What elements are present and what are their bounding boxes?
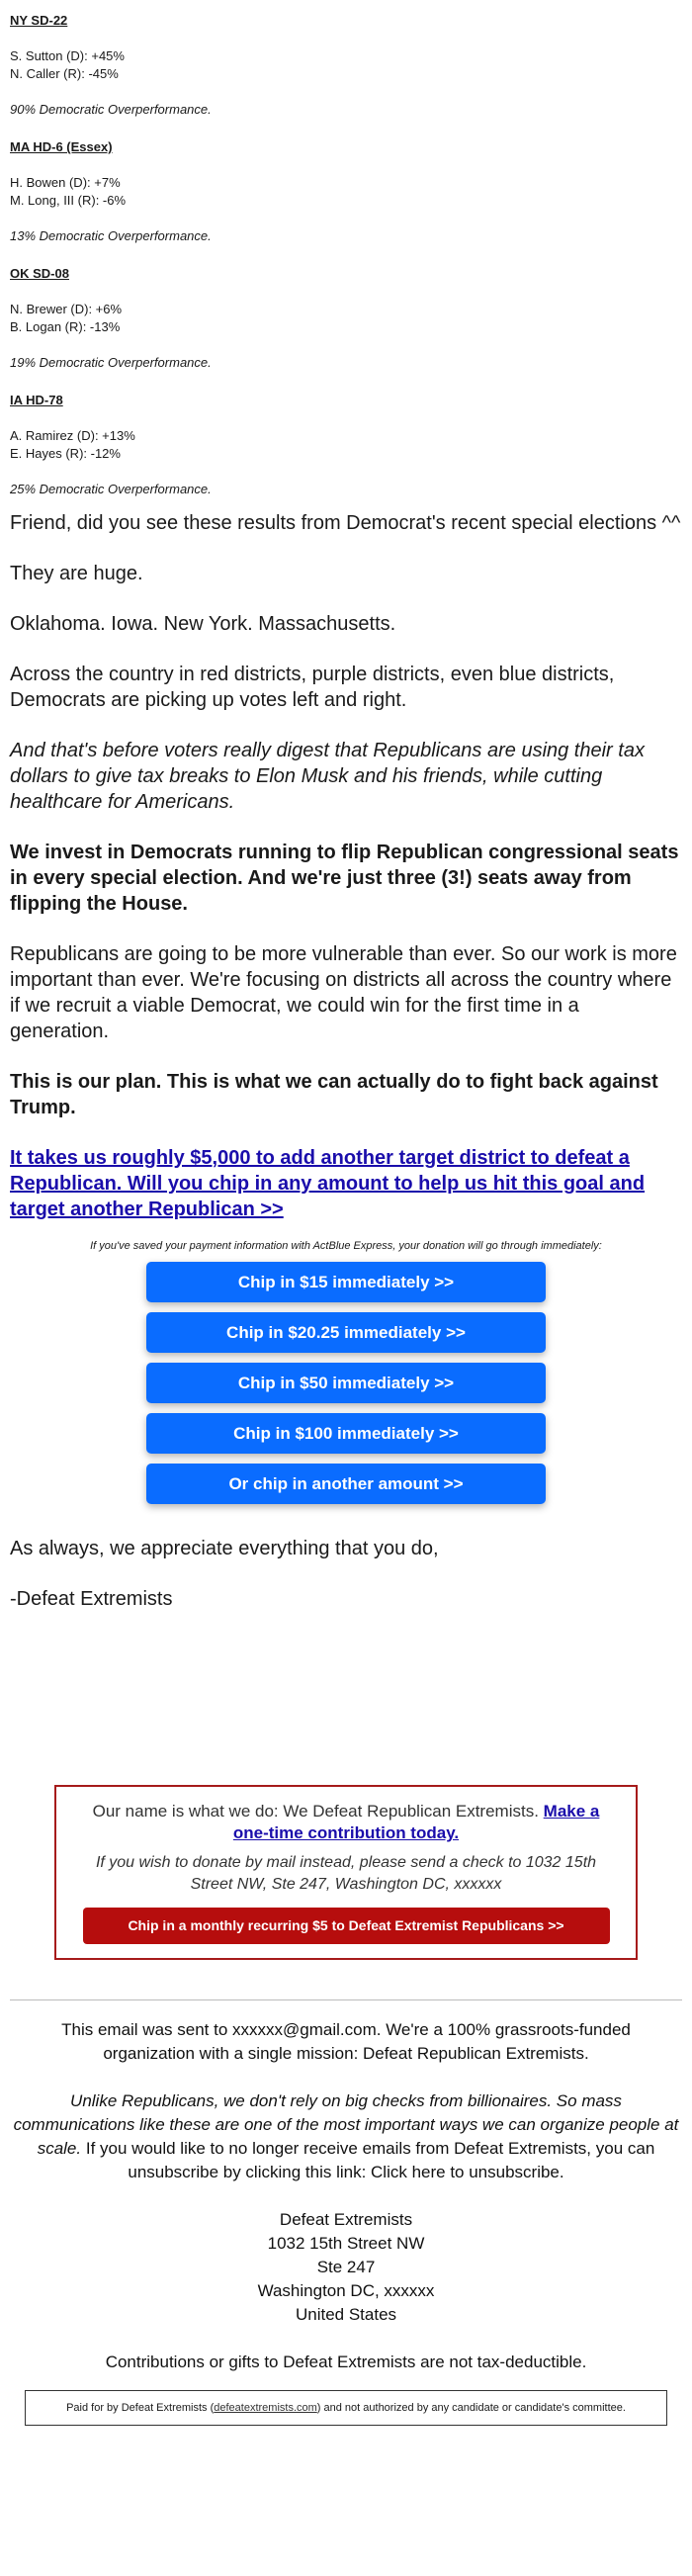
mail-donation-text: If you wish to donate by mail instead, please send a check to 1032 15th Street NW, Ste 247, Washington DC, xxxxxx [95, 1854, 597, 1893]
chip-in-100-button[interactable]: Chip in $100 immediately >> [146, 1413, 546, 1454]
democrat-result: H. Bowen (D): +7% [10, 175, 121, 190]
republican-result: B. Logan (R): -13% [10, 319, 121, 334]
closing-line: As always, we appreciate everything that you do, [10, 1538, 439, 1559]
body-paragraph: Across the country in red districts, purple districts, even blue districts, Democrats are picking up votes left and right. [10, 664, 615, 711]
address-line: Washington DC, xxxxxx [257, 2281, 435, 2300]
org-name: Defeat Extremists [279, 2210, 413, 2229]
overperformance: 13% Democratic Overperformance. [10, 228, 212, 243]
donate-link[interactable]: It takes us roughly $5,000 to add another target district to defeat a Republican. Will you chip in any amount to help us hit this goal and target another Republican >> [10, 1147, 646, 1220]
republican-result: E. Hayes (R): -12% [10, 446, 121, 461]
race-title: IA HD-78 [10, 393, 63, 407]
address-line: Ste 247 [316, 2258, 376, 2276]
tax-disclaimer: Contributions or gifts to Defeat Extremists are not tax-deductible. [105, 2353, 587, 2371]
race-result [10, 382, 682, 508]
mission-text: Our name is what we do: We Defeat Republican Extremists. Make a one-time contribution today. [92, 1802, 600, 1842]
results-list [10, 0, 682, 508]
race-title: NY SD-22 [10, 13, 68, 28]
body-paragraph: They are huge. [10, 563, 143, 584]
address-line: 1032 15th Street NW [267, 2234, 425, 2253]
race-result [10, 255, 682, 382]
democrat-result: S. Sutton (D): +45% [10, 48, 125, 63]
signature: -Defeat Extremists [10, 1588, 173, 1610]
sent-to-text: This email was sent to xxxxxx@gmail.com. We're a 100% grassroots-funded organization with a single mission: Defeat Republican Extremists. [61, 2020, 631, 2063]
democrat-result: N. Brewer (D): +6% [10, 302, 123, 316]
chip-in-other-button[interactable]: Or chip in another amount >> [146, 1464, 546, 1504]
body-paragraph: Oklahoma. Iowa. New York. Massachusetts. [10, 613, 396, 635]
race-title: MA HD-6 (Essex) [10, 139, 113, 154]
overperformance: 25% Democratic Overperformance. [10, 482, 212, 496]
unsubscribe-text: Unlike Republicans, we don't rely on big checks from billionaires. So mass communications like these are one of the most important ways we can organize people at scale. If you would like to no longer receive emails from Defeat Extremists, you can unsubscribe by clicking this link: Click here to unsubscribe. [13, 2091, 679, 2181]
italic-paragraph: And that's before voters really digest that Republicans are using their tax dollars to give tax breaks to Elon Musk and his friends, while cutting healthcare for Americans. [10, 740, 645, 813]
footer [0, 2018, 692, 2390]
overperformance: 19% Democratic Overperformance. [10, 355, 212, 370]
democrat-result: A. Ramirez (D): +13% [10, 428, 135, 443]
race-result [10, 129, 682, 255]
chip-in-50-button[interactable]: Chip in $50 immediately >> [146, 1363, 546, 1403]
chip-in-15-button[interactable]: Chip in $15 immediately >> [146, 1262, 546, 1302]
paid-for-disclaimer: Paid for by Defeat Extremists (defeatextremists.com) and not authorized by any candidate or candidate's committee. [25, 2390, 667, 2426]
address-country: United States [295, 2305, 397, 2324]
republican-result: M. Long, III (R): -6% [10, 193, 127, 208]
monthly-recurring-button[interactable]: Chip in a monthly recurring $5 to Defeat Extremist Republicans >> [83, 1908, 610, 1944]
actblue-note: If you've saved your payment information with ActBlue Express, your donation will go through immediately: [90, 1240, 602, 1252]
website-link[interactable]: defeatextremists.com [214, 2402, 317, 2414]
body-paragraph: Friend, did you see these results from Democrat's recent special elections ^^ [10, 512, 681, 534]
body-paragraph: Republicans are going to be more vulnerable than ever. So our work is more important than ever. We're focusing on districts all across the country where if we recruit a viable Democrat, we could win for the first time in a generation. [10, 943, 677, 1042]
chip-in-20-button[interactable]: Chip in $20.25 immediately >> [146, 1312, 546, 1353]
overperformance: 90% Democratic Overperformance. [10, 102, 212, 117]
bold-paragraph: This is our plan. This is what we can actually do to fight back against Trump. [10, 1071, 658, 1118]
one-time-contribution-link[interactable]: Make a one-time contribution today. [232, 1802, 600, 1842]
bold-paragraph: We invest in Democrats running to flip Republican congressional seats in every special election. And we're just three (3!) seats away from flipping the House. [10, 842, 679, 915]
race-title: OK SD-08 [10, 266, 69, 281]
race-result [10, 0, 682, 129]
republican-result: N. Caller (R): -45% [10, 66, 119, 81]
donation-box [54, 1785, 638, 1960]
